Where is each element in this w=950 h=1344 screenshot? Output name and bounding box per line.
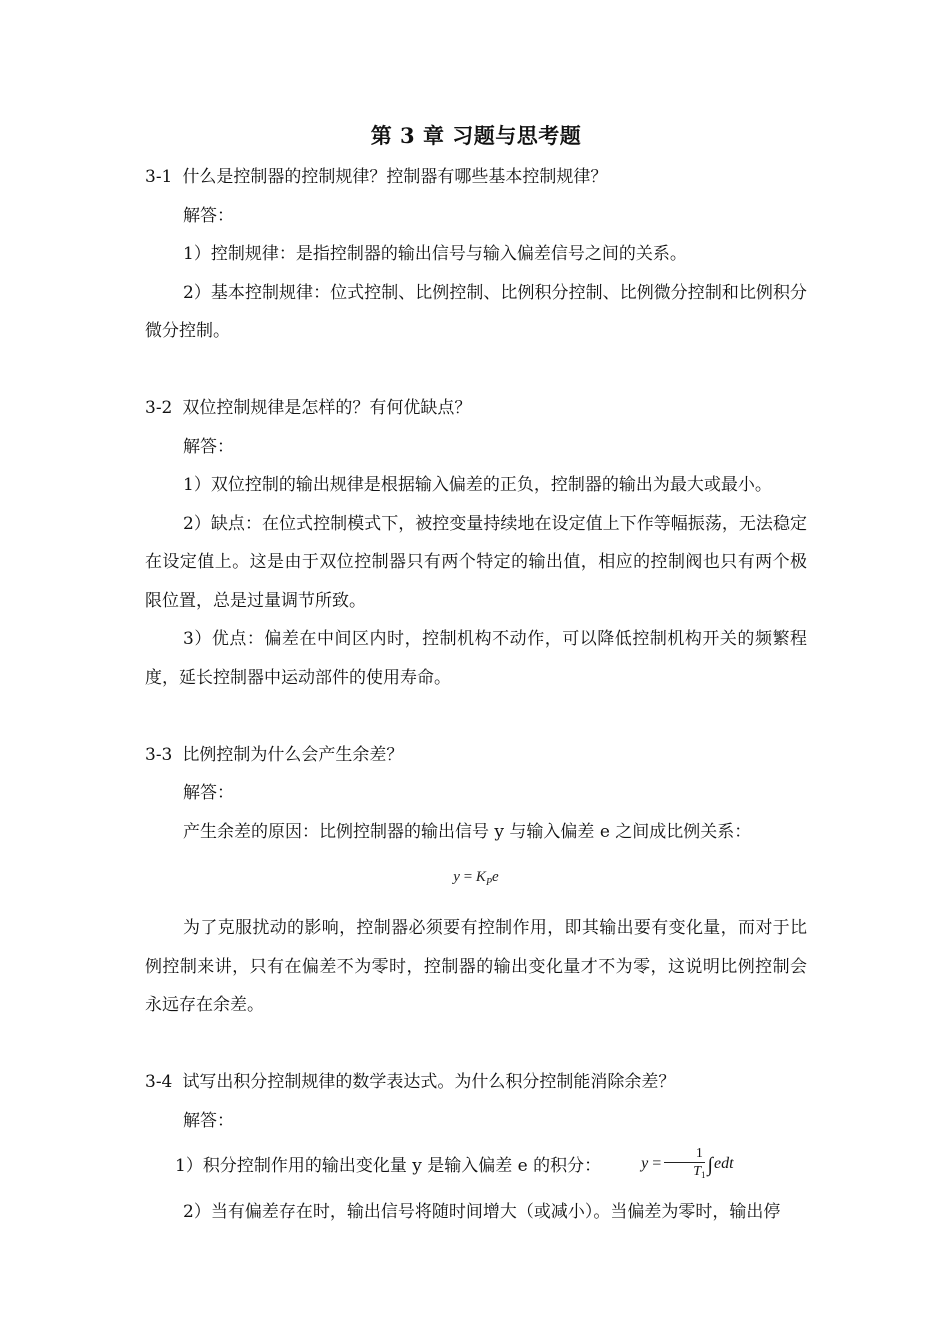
fraction-denominator	[663, 1163, 705, 1184]
answer-label: 解答：	[183, 783, 234, 803]
chapter-title: 第 3 章 习题与思考题	[370, 123, 582, 148]
question-number: 3-2	[145, 398, 173, 418]
denominator-t: T	[693, 1163, 702, 1179]
question-text: 比例控制为什么会产生余差？	[182, 744, 404, 765]
formula-fraction	[663, 1146, 705, 1184]
spacer	[145, 351, 807, 390]
formula-integrand: edt	[714, 1155, 734, 1173]
answer-paragraph: 为了克服扰动的影响，控制器必须要有控制作用，即其输出要有变化量，而对于比例控制来讲，只有在偏差不为零时，控制器的输出变化量才不为零，这说明比例控制会永远存在余差。	[145, 918, 807, 1015]
answer-paragraph: 2）缺点：在位式控制模式下，被控变量持续地在设定值上下作等幅振荡，无法稳定在设定值上。这是由于双位控制器只有两个特定的输出值，相应的控制阀也只有两个极限位置，总是过量调节所致。	[145, 513, 807, 611]
answer-paragraph: 2）基本控制规律：位式控制、比例控制、比例积分控制、比例微分控制和比例积分微分控制。	[145, 282, 807, 341]
spacer	[145, 697, 807, 736]
answer-label: 解答：	[183, 1110, 234, 1131]
question-text: 双位控制规律是怎样的？有何优缺点？	[182, 398, 472, 418]
answer-paragraph: 3）优点：偏差在中间区内时，控制机构不动作，可以降低控制机构开关的频繁程度，延长控制器中运动部件的使用寿命。	[145, 629, 807, 688]
question-number: 3-1	[145, 167, 173, 187]
integral-sign: ∫	[707, 1153, 714, 1176]
formula-subscript: P	[485, 877, 493, 888]
answer-text: 1）积分控制作用的输出变化量 y 是输入偏差 e 的积分：	[175, 1156, 602, 1176]
formula-e: e	[492, 869, 499, 885]
question-3-3	[145, 736, 807, 775]
formula-k: K	[475, 869, 486, 885]
formula-y: y	[641, 1155, 649, 1173]
question-number: 3-3	[145, 744, 173, 765]
question-text: 试写出积分控制规律的数学表达式。为什么积分控制能消除余差？	[182, 1072, 676, 1092]
answer-paragraph: 2）当有偏差存在时，输出信号将随时间增大（或减小）。当偏差为零时，输出停	[183, 1201, 781, 1222]
denominator-subscript: 1	[701, 1169, 706, 1180]
formula-y: y	[453, 869, 460, 885]
answer-label: 解答：	[183, 205, 234, 226]
question-3-1	[145, 158, 807, 197]
spacer	[145, 1025, 807, 1064]
formula-equals: =	[648, 1155, 662, 1173]
question-text: 什么是控制器的控制规律？控制器有哪些基本控制规律？	[182, 167, 608, 187]
answer-label: 解答：	[183, 436, 234, 457]
proportional-formula	[145, 851, 807, 909]
integral-formula	[611, 1138, 733, 1190]
formula-equals: =	[459, 869, 476, 885]
document-page	[145, 118, 807, 1231]
answer-paragraph: 1）双位控制的输出规律是根据输入偏差的正负，控制器的输出为最大或最小。	[183, 475, 772, 495]
question-3-4	[145, 1063, 807, 1102]
answer-paragraph: 产生余差的原因：比例控制器的输出信号 y 与输入偏差 e 之间成比例关系：	[183, 821, 752, 842]
answer-paragraph: 1）控制规律：是指控制器的输出信号与输入偏差信号之间的关系。	[183, 244, 687, 264]
fraction-numerator: 1	[664, 1146, 705, 1163]
question-number: 3-4	[145, 1072, 173, 1092]
question-3-2	[145, 389, 807, 428]
answer-paragraph-with-formula	[145, 1140, 807, 1193]
